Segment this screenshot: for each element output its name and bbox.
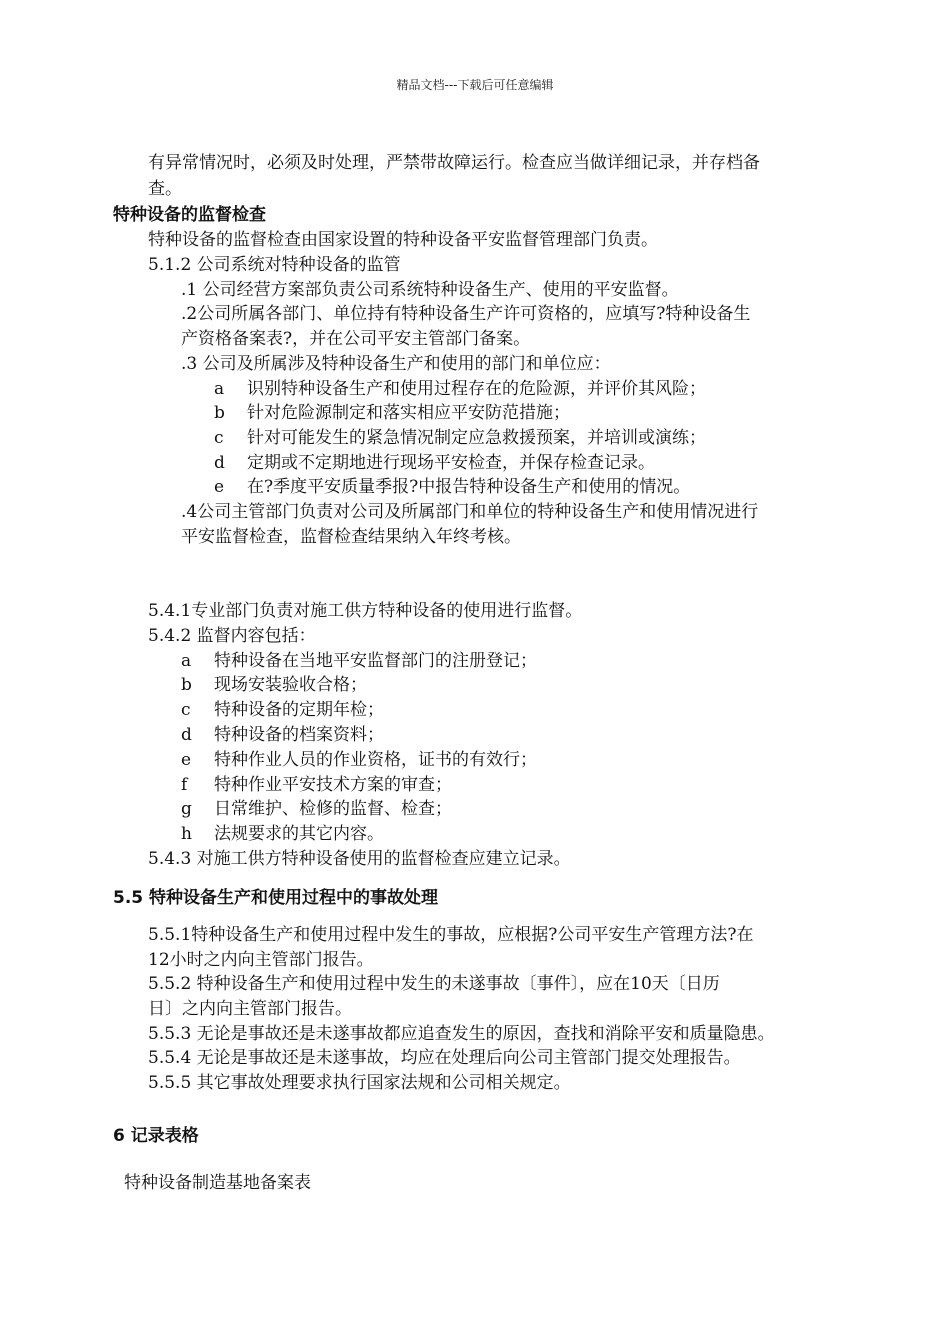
- list-text: 特种设备的定期年检；: [214, 700, 384, 720]
- clause-line: 产资格备案表?，并在公司平安主管部门备案。: [181, 329, 531, 349]
- list-text: 定期或不定期地进行现场平安检查，并保存检查记录。: [247, 453, 655, 473]
- list-text: 识别特种设备生产和使用过程存在的危险源，并评价其风险；: [247, 379, 706, 399]
- list-letter: h: [181, 824, 192, 844]
- list-item: [214, 377, 706, 401]
- list-letter: c: [214, 428, 224, 448]
- list-text: 现场安装验收合格；: [214, 675, 367, 695]
- list-item: [181, 649, 537, 673]
- list-item: [214, 401, 570, 425]
- list-item: [214, 426, 706, 450]
- list-text: 日常维护、检修的监督、检查；: [214, 799, 452, 819]
- section-heading: 特种设备的监督检查: [113, 205, 266, 225]
- section-heading: 5.5 特种设备生产和使用过程中的事故处理: [113, 888, 439, 908]
- clause-line: .1 公司经营方案部负责公司系统特种设备生产、使用的平安监督。: [181, 280, 679, 300]
- clause-line: .3 公司及所属涉及特种设备生产和使用的部门和单位应：: [181, 354, 611, 374]
- list-letter: b: [181, 675, 192, 695]
- clause-line: 日〕之内向主管部门报告。: [148, 999, 352, 1019]
- list-text: 特种作业人员的作业资格，证书的有效行；: [214, 750, 537, 770]
- clause-line: 5.4.3 对施工供方特种设备使用的监督检查应建立记录。: [148, 849, 571, 869]
- list-letter: e: [181, 750, 192, 770]
- clause-line: 5.5.3 无论是事故还是未遂事故都应追查发生的原因，查找和消除平安和质量隐患。: [148, 1024, 775, 1044]
- list-item: [181, 673, 367, 697]
- list-letter: d: [181, 725, 192, 745]
- clause-line: .2公司所属各部门、单位持有特种设备生产许可资格的，应填写?特种设备生: [181, 304, 751, 324]
- list-item: [181, 748, 537, 772]
- list-text: 在?季度平安质量季报?中报告特种设备生产和使用的情况。: [247, 477, 691, 497]
- list-item: [181, 822, 384, 846]
- list-text: 特种设备的档案资料；: [214, 725, 384, 745]
- list-item: [181, 773, 452, 797]
- clause-line: 12小时之内向主管部门报告。: [148, 950, 374, 970]
- paragraph-line: 查。: [148, 179, 182, 199]
- list-text: 特种作业平安技术方案的审查；: [214, 775, 452, 795]
- list-item: [214, 475, 690, 499]
- clause-line: .4公司主管部门负责对公司及所属部门和单位的特种设备生产和使用情况进行: [181, 502, 759, 522]
- list-letter: a: [214, 379, 225, 399]
- list-letter: f: [181, 775, 188, 795]
- list-item: [214, 451, 655, 475]
- section-heading: 6 记录表格: [113, 1126, 199, 1146]
- clause-line: 5.5.5 其它事故处理要求执行国家法规和公司相关规定。: [148, 1073, 571, 1093]
- clause-line: 5.5.2 特种设备生产和使用过程中发生的未遂事故〔事件〕，应在10天〔日历: [148, 974, 720, 994]
- list-letter: a: [181, 651, 192, 671]
- list-letter: d: [214, 453, 225, 473]
- clause-line: 5.4.1专业部门负责对施工供方特种设备的使用进行监督。: [148, 601, 583, 621]
- list-text: 针对可能发生的紧急情况制定应急救援预案，并培训或演练；: [247, 428, 706, 448]
- list-text: 针对危险源制定和落实相应平安防范措施；: [247, 403, 570, 423]
- list-letter: c: [181, 700, 191, 720]
- clause-line: 5.4.2 监督内容包括：: [148, 626, 316, 646]
- clause-line: 5.5.1特种设备生产和使用过程中发生的事故，应根据?公司平安生产管理方法?在: [148, 925, 754, 945]
- clause-line: 平安监督检查，监督检查结果纳入年终考核。: [181, 527, 521, 547]
- list-item: [181, 723, 384, 747]
- form-title: 特种设备制造基地备案表: [124, 1173, 311, 1193]
- clause-line: 5.5.4 无论是事故还是未遂事故，均应在处理后向公司主管部门提交处理报告。: [148, 1048, 741, 1068]
- clause-heading: 5.1.2 公司系统对特种设备的监管: [148, 255, 401, 275]
- list-item: [181, 698, 384, 722]
- page-header: 精品文档---下载后可任意编辑: [396, 78, 554, 92]
- list-letter: b: [214, 403, 225, 423]
- list-letter: g: [181, 799, 192, 819]
- paragraph-line: 特种设备的监督检查由国家设置的特种设备平安监督管理部门负责。: [148, 230, 658, 250]
- list-text: 法规要求的其它内容。: [214, 824, 384, 844]
- paragraph-line: 有异常情况时，必须及时处理，严禁带故障运行。检查应当做详细记录，并存档备: [148, 153, 760, 173]
- list-item: [181, 797, 452, 821]
- list-text: 特种设备在当地平安监督部门的注册登记；: [214, 651, 537, 671]
- list-letter: e: [214, 477, 225, 497]
